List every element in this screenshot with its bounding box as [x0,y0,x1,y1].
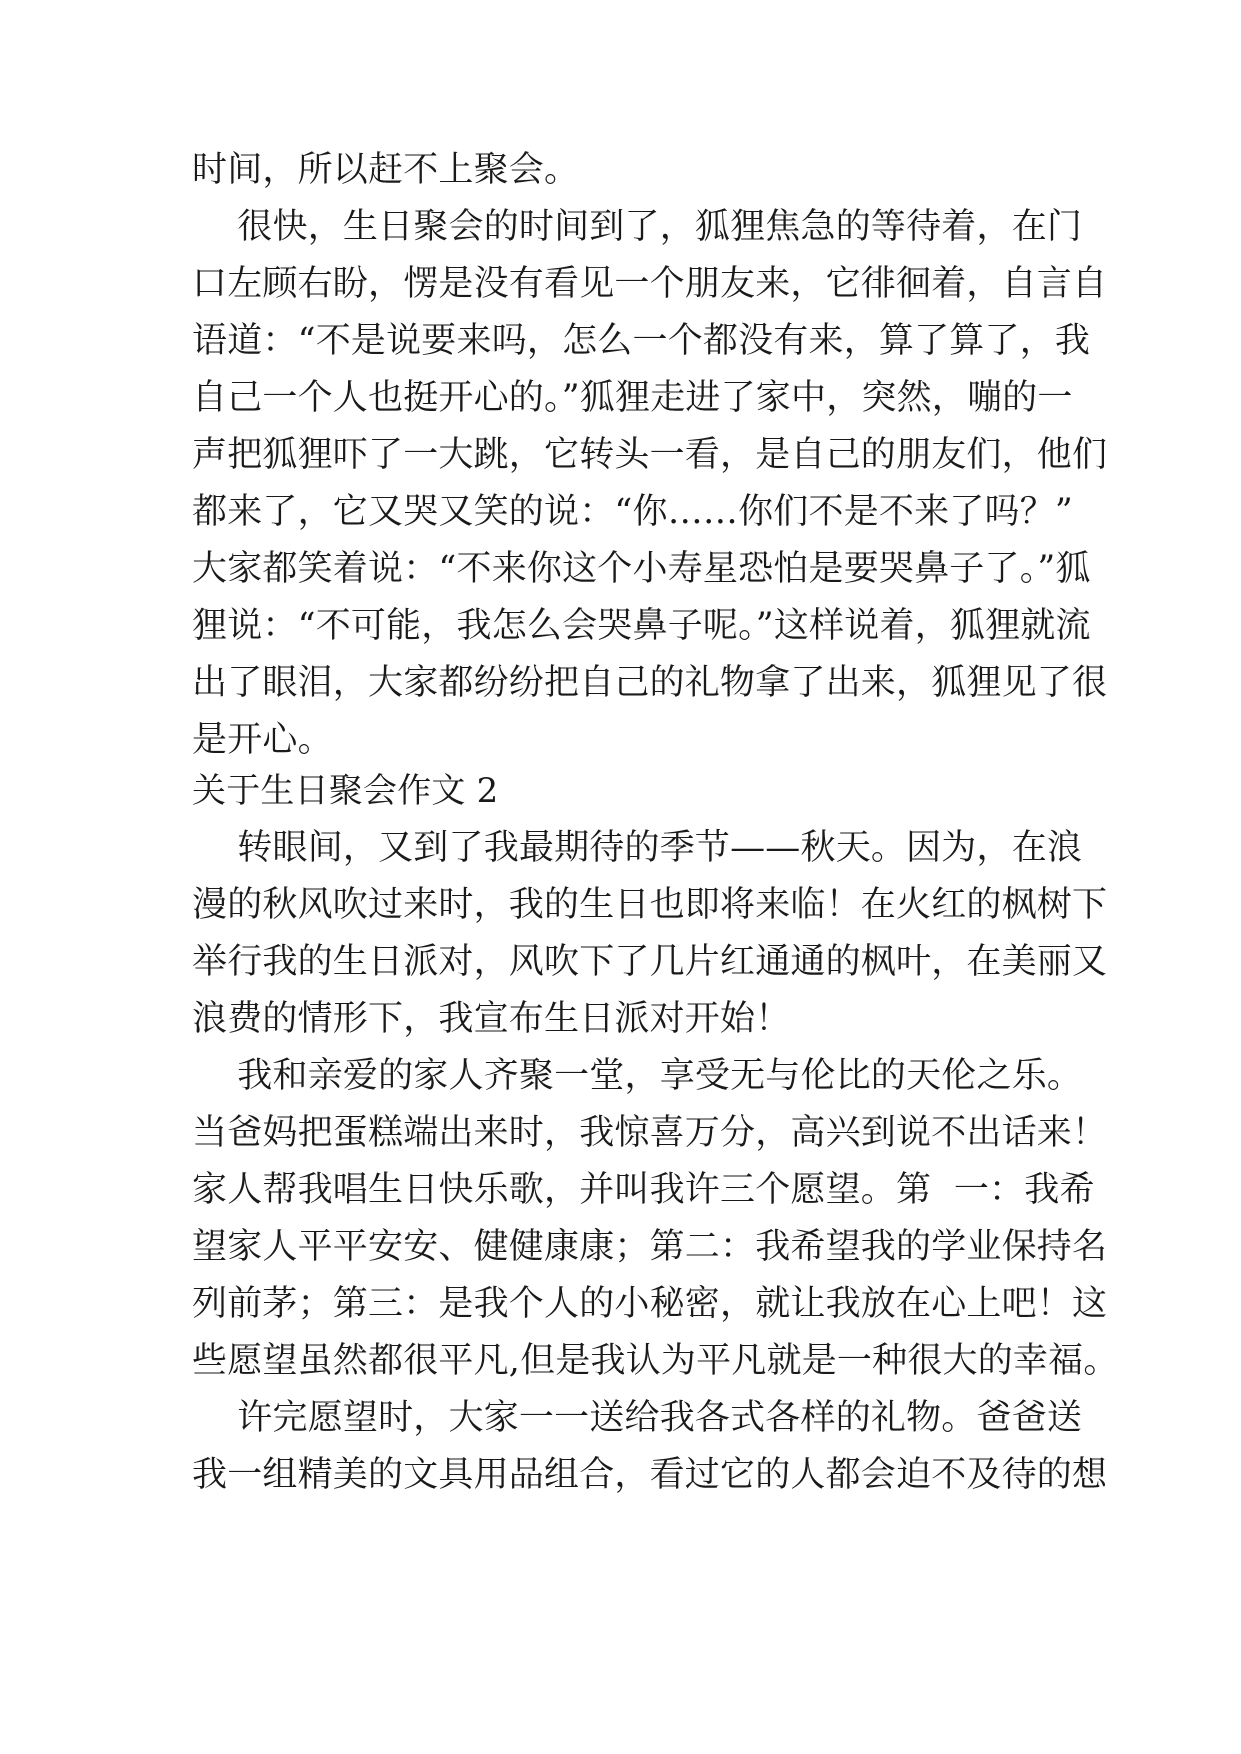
paragraph-start-line: 我和亲爱的家人齐聚一堂，享受无与伦比的天伦之乐。 [192,1056,1083,1096]
text-line: 口左顾右盼，愣是没有看见一个朋友来，它徘徊着，自言自 [192,264,1108,304]
text-line: 家人帮我唱生日快乐歌，并叫我许三个愿望。第 一：我希 [192,1170,1095,1210]
text-line: 当爸妈把蛋糕端出来时，我惊喜万分，高兴到说不出话来！ [192,1113,1108,1153]
text-line: 时间，所以赶不上聚会。 [192,150,580,190]
section-heading: 关于生日聚会作文 2 [192,771,499,811]
text-line: 都来了，它又哭又笑的说：“你……你们不是不来了吗？” [192,492,1073,532]
text-line: 望家人平平安安、健健康康；第二：我希望我的学业保持名 [192,1227,1108,1267]
text-line: 声把狐狸吓了一大跳，它转头一看，是自己的朋友们，他们 [192,435,1108,475]
paragraph-start-line: 许完愿望时，大家一一送给我各式各样的礼物。爸爸送 [192,1398,1083,1438]
text-line: 大家都笑着说：“不来你这个小寿星恐怕是要哭鼻子了。”狐 [192,549,1091,589]
text-line: 狸说：“不可能，我怎么会哭鼻子呢。”这样说着，狐狸就流 [192,606,1091,646]
text-line: 漫的秋风吹过来时，我的生日也即将来临！在火红的枫树下 [192,885,1108,925]
text-line: 举行我的生日派对，风吹下了几片红通通的枫叶，在美丽又 [192,942,1108,982]
text-line: 些愿望虽然都很平凡,但是我认为平凡就是一种很大的幸福。 [192,1341,1119,1381]
text-line: 是开心。 [192,720,333,760]
text-line: 浪费的情形下，我宣布生日派对开始！ [192,999,791,1039]
text-line: 出了眼泪，大家都纷纷把自己的礼物拿了出来，狐狸见了很 [192,663,1108,703]
text-line: 列前茅；第三：是我个人的小秘密，就让我放在心上吧！这 [192,1284,1108,1324]
paragraph-start-line: 很快，生日聚会的时间到了，狐狸焦急的等待着，在门 [192,207,1083,247]
text-line: 语道：“不是说要来吗，怎么一个都没有来，算了算了，我 [192,321,1091,361]
paragraph-start-line: 转眼间，又到了我最期待的季节——秋天。因为，在浪 [192,828,1083,868]
text-line: 自己一个人也挺开心的。”狐狸走进了家中，突然，嘣的一 [192,378,1073,418]
text-line: 我一组精美的文具用品组合，看过它的人都会迫不及待的想 [192,1455,1108,1495]
